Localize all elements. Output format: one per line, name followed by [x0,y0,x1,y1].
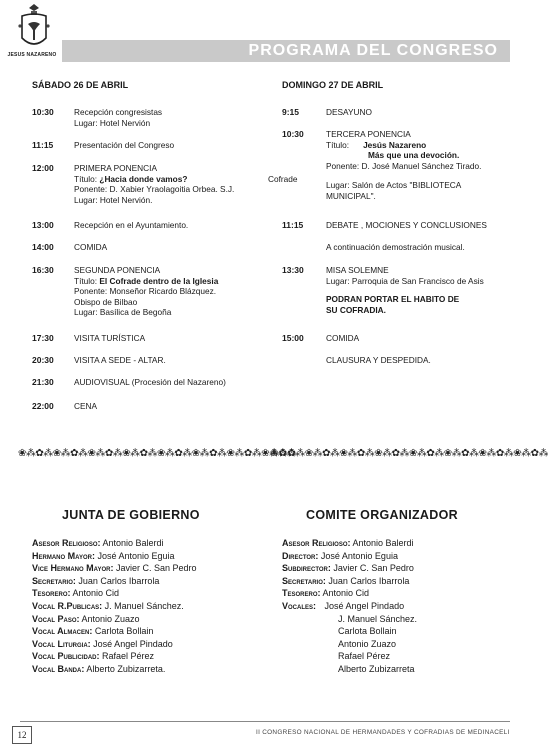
schedule-item: Presentación del Congreso [74,140,175,150]
vocal-name: Alberto Zubizarreta [338,663,415,674]
schedule-item: CENA [74,401,98,411]
junta-heading: JUNTA DE GOBIERNO [62,508,200,522]
time-label: 9:15 [282,107,300,117]
schedule-item: COMIDA CLAUSURA Y DESPEDIDA. [326,333,431,365]
schedule-item: PRIMERA PONENCIA Título: ¿Hacia donde vamos? Ponente: D. Xabier Yraolagoitia Orbea. S.J. Lugar: Hotel Nervión. [74,163,235,205]
floral-ornament-divider: ❀⁂✿⁂❀⁂✿⁂❀⁂✿⁂❀⁂✿⁂❀⁂✿⁂❀⁂✿⁂❀⁂✿⁂❀⁂✿⁂ [270,448,548,459]
role-line: Tesorero: Antonio Cid [32,588,120,599]
schedule-item: DEBATE , MOCIONES Y CONCLUSIONES A continuación demostración musical. [326,220,487,252]
role-line: Vocal Banda: Alberto Zubizarreta. [32,663,166,674]
schedule-item: MISA SOLEMNE Lugar: Parroquia de San Francisco de Asis PODRAN PORTAR EL HABITO DE SU COFRADIA. [326,265,484,315]
schedule-item: VISITA A SEDE - ALTAR. [74,355,166,365]
role-line: Vocal Almacen: Carlota Bollain [32,626,154,637]
role-line: Vocal R.Publicas: J. Manuel Sánchez. [32,600,184,611]
role-line: Director: José Antonio Eguia [282,550,398,561]
time-label: 10:30 [282,129,304,139]
page-title: PROGRAMA DEL CONGRESO [248,42,498,59]
time-label: 14:00 [32,242,54,252]
schedule-item: Recepción congresistas Lugar: Hotel Nervión [74,107,163,128]
footer-rule [20,721,510,722]
page-number: 12 [12,726,32,744]
schedule-item: VISITA TURÍSTICA [74,333,146,343]
role-line: Vocal Paso: Antonio Zuazo [32,613,140,624]
comite-heading: COMITE ORGANIZADOR [306,508,458,522]
role-line: Vocal Publicidad: Rafael Pérez [32,651,155,662]
schedule-item: TERCERA PONENCIA Título: Jesús Nazareno Más que una devoción. Ponente: D. José Manuel Sánchez Tirado. Lugar: Salón de Actos "BIBLIOTECA MUNICIPAL". [326,129,482,201]
schedule-item: SEGUNDA PONENCIA Título: El Cofrade dentro de la Iglesia Ponente: Monseñor Ricardo Blázquez. Obispo de Bilbao Lugar: Basílica de Begoña [74,265,219,317]
time-label: 12:00 [32,163,54,173]
time-label: 13:00 [32,220,54,230]
role-line: Vocal Liturgia: José Angel Pindado [32,638,173,649]
time-label: 21:30 [32,377,54,387]
logo-caption: JESUS NAZARENO [7,52,57,58]
role-line: Vocales: José Angel Pindado [282,600,405,611]
vocal-name: J. Manuel Sánchez. [338,613,418,624]
schedule-item: DESAYUNO [326,107,372,117]
vocal-name: Rafael Pérez [338,651,391,662]
footer-text: II CONGRESO NACIONAL DE HERMANDADES Y COFRADIAS DE MEDINACELI [256,729,510,736]
junta-roles-list [32,537,197,676]
schedule-item: AUDIOVISUAL (Procesión del Nazareno) [74,377,226,387]
role-line: Subdirector: Javier C. San Pedro [282,563,414,574]
time-label: 15:00 [282,333,304,343]
role-line: Secretario: Juan Carlos Ibarrola [32,575,160,586]
schedule-item: COMIDA [74,242,108,252]
stray-text: Cofrade [268,174,298,184]
vocal-name: Carlota Bollain [338,626,397,637]
role-line: Hermano Mayor: José Antonio Eguia [32,550,175,561]
floral-ornament-divider: ❀⁂✿⁂❀⁂✿⁂❀⁂✿⁂❀⁂✿⁂❀⁂✿⁂❀⁂✿⁂❀⁂✿⁂❀⁂✿⁂ [18,448,297,459]
role-line: Asesor Religioso: Antonio Balerdi [282,538,414,548]
comite-roles-list [282,537,417,676]
role-line: Tesorero: Antonio Cid [282,588,370,599]
role-line: Secretario: Juan Carlos Ibarrola [282,575,410,586]
time-label: 22:00 [32,401,54,411]
time-label: 13:30 [282,265,304,275]
time-label: 17:30 [32,333,54,343]
role-line: Vice Hermano Mayor: Javier C. San Pedro [32,563,197,574]
time-label: 20:30 [32,355,54,365]
sunday-heading: DOMINGO 27 DE ABRIL [282,80,384,90]
saturday-heading: SÁBADO 26 DE ABRIL [32,80,129,90]
time-label: 10:30 [32,107,54,117]
time-label: 16:30 [32,265,54,275]
schedule-item: Recepción en el Ayuntamiento. [74,220,189,230]
vocal-name: Antonio Zuazo [338,638,397,649]
role-line: Asesor Religioso: Antonio Balerdi [32,538,164,548]
time-label: 11:15 [282,220,304,230]
time-label: 11:15 [32,140,54,150]
title-banner [62,40,510,62]
